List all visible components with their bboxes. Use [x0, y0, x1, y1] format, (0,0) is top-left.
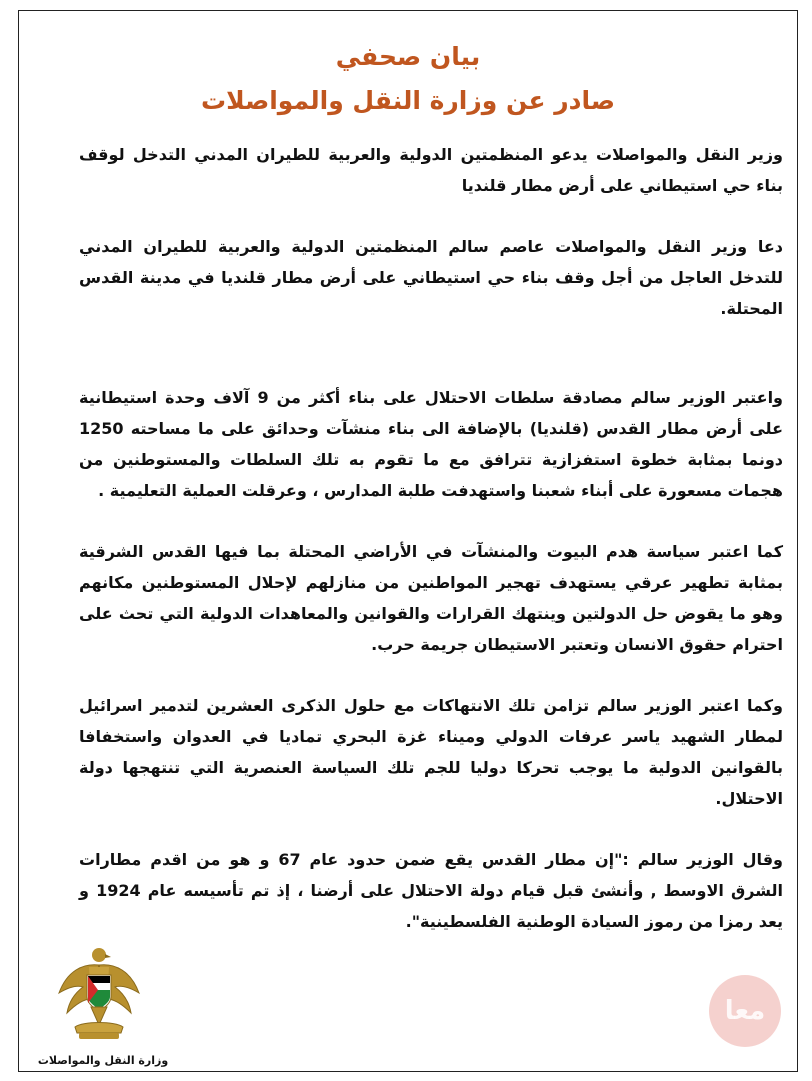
palestinian-eagle-emblem-icon	[53, 941, 145, 1045]
watermark-text: معا	[724, 996, 766, 1026]
body-paragraph-1: دعا وزير النقل والمواصلات عاصم سالم المنظمتين الدولية والعربية للطيران المدني للتدخل العاجل من أجل وقف بناء حي استيطاني على أرض مطار قلنديا في مدينة القدس المحتلة.	[79, 237, 783, 318]
ministry-caption: وزارة النقل والمواصلات	[37, 1054, 169, 1067]
body-paragraph-4: وكما اعتبر الوزير سالم تزامن تلك الانتهاكات مع حلول الذكرى العشرين لتدمير اسرائيل لمطار الشهيد ياسر عرفات الدولي وميناء غزة البحري تماديا في العدوان واستخفافا بالقوانين الدولية ما يوجب تحركا دوليا للجم تلك السياسة العنصرية التي تنتهجها دولة الاحتلال.	[79, 696, 783, 808]
document-page	[18, 10, 798, 1072]
headline-paragraph: وزير النقل والمواصلات يدعو المنظمتين الدولية والعربية للطيران المدني التدخل لوقف بناء حي استيطاني على أرض مطار قلنديا	[79, 145, 783, 195]
document-header	[19, 35, 797, 123]
press-release-title: بيان صحفي	[335, 42, 481, 71]
body-paragraph-5: وقال الوزير سالم :"إن مطار القدس يقع ضمن حدود عام 67 و هو من اقدم مطارات الشرق الاوسط , وأنشئ قبل قيام دولة الاحتلال على أرضنا ، إذ تم تأسيسه عام 1924 و يعد رمزا من رموز السيادة الوطنية الفلسطينية".	[79, 850, 784, 931]
body-paragraph-3: كما اعتبر سياسة هدم البيوت والمنشآت في الأراضي المحتلة بما فيها القدس الشرقية بمثابة تطهير عرقي يستهدف تهجير المواطنين من منازلهم لإحلال المستوطنين مكانهم وهو ما يقوض حل الدولتين وينتهك القرارات والقوانين والمعاهدات الدولية التي تحث على احترام حقوق الانسان وتعتبر الاستيطان جريمة حرب.	[79, 542, 783, 654]
body-paragraph-2: واعتبر الوزير سالم مصادقة سلطات الاحتلال على بناء أكثر من 9 آلاف وحدة استيطانية على أرض مطار القدس (قلنديا) بالإضافة الى بناء منشآت وحدائق على ما مساحته 1250 دونما بمثابة خطوة استفزازية تترافق مع ما تقوم به تلك السلطات والمستوطنين من هجمات مسعورة على أبناء شعبنا واستهدفت طلبة المدارس ، وعرقلت العملية التعليمية .	[79, 388, 783, 500]
maan-logo-watermark-icon	[709, 975, 781, 1047]
issuer-subtitle: صادر عن وزارة النقل والمواصلات	[200, 86, 616, 115]
document-body	[79, 139, 783, 967]
